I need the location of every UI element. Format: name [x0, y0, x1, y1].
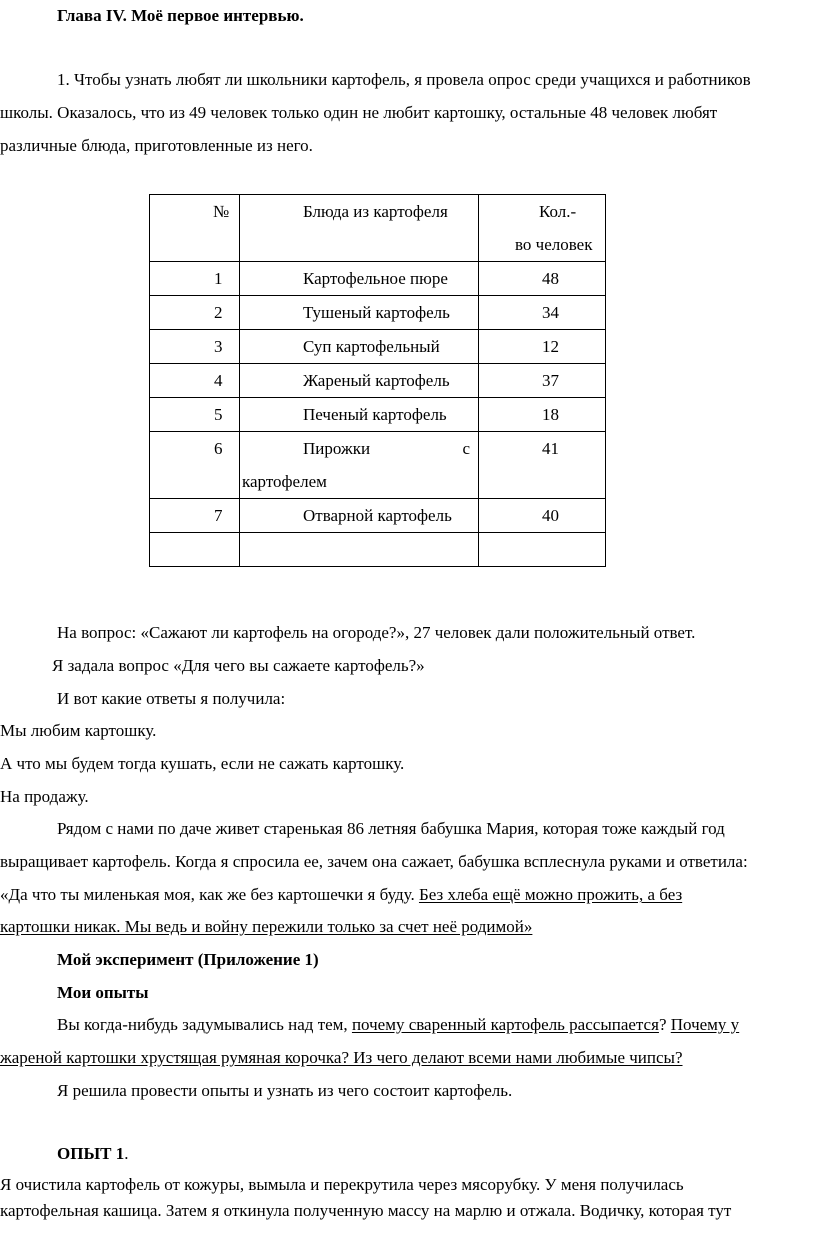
empty-cell [240, 533, 479, 567]
row-dish [240, 432, 479, 499]
row-number: 4 [150, 364, 240, 398]
questions-underlined-2: Почему у [670, 1015, 740, 1034]
potato-dishes-table [149, 194, 606, 567]
row-dish: Отварной картофель [240, 499, 479, 533]
row-count: 41 [479, 432, 606, 499]
intro-line-2: школы. Оказалось, что из 49 человек только один не любит картошку, остальные 48 человек любят [0, 103, 718, 122]
tests-heading: Мои опыты [57, 983, 149, 1002]
table-row [150, 432, 606, 499]
row-dish: Картофельное пюре [240, 262, 479, 296]
row-number: 7 [150, 499, 240, 533]
row-dish-word-2: с [462, 439, 470, 458]
row-count: 18 [479, 398, 606, 432]
question-3: И вот какие ответы я получила: [57, 689, 286, 708]
grandma-line-2: выращивает картофель. Когда я спросила ее, зачем она сажает, бабушка всплеснула руками и ответила: [0, 852, 748, 871]
row-dish: Тушеный картофель [240, 296, 479, 330]
answer-1: Мы любим картошку. [0, 721, 157, 740]
empty-cell [479, 533, 606, 567]
row-count: 40 [479, 499, 606, 533]
grandma-line-3 [0, 884, 682, 906]
row-count: 48 [479, 262, 606, 296]
row-dish: Жареный картофель [240, 364, 479, 398]
row-dish: Печеный картофель [240, 398, 479, 432]
row-dish: Суп картофельный [240, 330, 479, 364]
header-number: № [150, 195, 240, 262]
question-1: На вопрос: «Сажают ли картофель на огороде?», 27 человек дали положительный ответ. [57, 623, 696, 642]
row-number: 5 [150, 398, 240, 432]
table-row [150, 364, 606, 398]
questions-mid: ? [658, 1015, 671, 1034]
table-row [150, 262, 606, 296]
intro-line-1: 1. Чтобы узнать любят ли школьники картофель, я провела опрос среди учащихся и работников [57, 70, 751, 89]
row-dish-word-3: картофелем [242, 472, 327, 491]
row-count: 37 [479, 364, 606, 398]
row-count: 12 [479, 330, 606, 364]
header-count-line-1: Кол.- [539, 202, 577, 221]
answer-3: На продажу. [0, 787, 89, 806]
final-line-2: картофельная кашица. Затем я откинула полученную массу на марлю и отжала. Водичку, которая тут [0, 1201, 732, 1220]
table-row [150, 296, 606, 330]
table-row [150, 330, 606, 364]
row-number: 1 [150, 262, 240, 296]
answer-2: А что мы будем тогда кушать, если не сажать картошку. [0, 754, 405, 773]
header-dish: Блюда из картофеля [240, 195, 479, 262]
questions-line-2: жареной картошки хрустящая румяная корочка? Из чего делают всеми нами любимые чипсы? [0, 1048, 683, 1067]
final-line-1: Я очистила картофель от кожуры, вымыла и перекрутила через мясорубку. У меня получилась [0, 1175, 684, 1194]
grandma-quote-plain: «Да что ты миленькая моя, как же без картошечки я буду. [0, 885, 419, 904]
header-count [479, 195, 606, 262]
grandma-line-4: картошки никак. Мы ведь и войну пережили только за счет неё родимой» [0, 917, 533, 936]
row-number: 2 [150, 296, 240, 330]
chapter-heading: Глава IV. Моё первое интервью. [57, 6, 304, 25]
header-count-line-2: во человек [515, 235, 593, 254]
decision-line: Я решила провести опыты и узнать из чего состоит картофель. [57, 1081, 513, 1100]
table-row-empty [150, 533, 606, 567]
question-2: Я задала вопрос «Для чего вы сажаете картофель?» [52, 656, 425, 675]
row-number: 3 [150, 330, 240, 364]
test-1-dot: . [124, 1144, 129, 1163]
row-count: 34 [479, 296, 606, 330]
questions-underlined-1: почему сваренный картофель рассыпается [351, 1015, 659, 1034]
intro-line-3: различные блюда, приготовленные из него. [0, 136, 313, 155]
experiment-heading: Мой эксперимент (Приложение 1) [57, 950, 319, 969]
questions-lead: Вы когда-нибудь задумывались над тем, [57, 1015, 352, 1034]
row-number: 6 [150, 432, 240, 499]
empty-cell [150, 533, 240, 567]
questions-line-1 [57, 1014, 739, 1036]
table-header-row [150, 195, 606, 262]
test-1-heading [57, 1143, 128, 1165]
test-1-title: ОПЫТ 1 [57, 1144, 125, 1163]
row-dish-word-1: Пирожки [303, 439, 371, 458]
table-row [150, 499, 606, 533]
grandma-line-1: Рядом с нами по даче живет старенькая 86 летняя бабушка Мария, которая тоже каждый год [57, 819, 725, 838]
grandma-quote-underlined: Без хлеба ещё можно прожить, а без [418, 885, 683, 904]
table-row [150, 398, 606, 432]
